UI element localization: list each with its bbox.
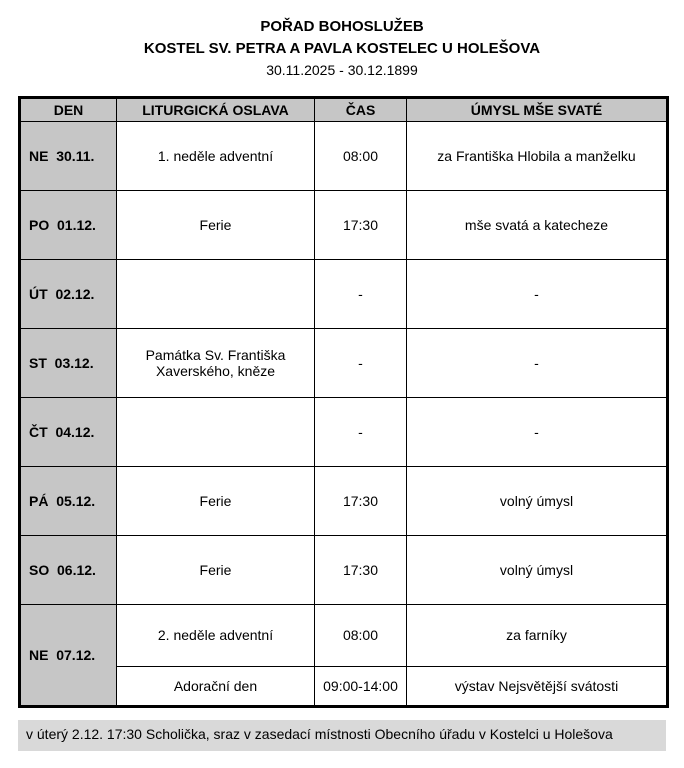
footer-note: v úterý 2.12. 17:30 Scholička, sraz v zasedací místnosti Obecního úřadu v Kostelci u Holešova	[18, 720, 666, 751]
celebration-cell: Ferie	[117, 466, 315, 535]
celebration-cell: Adorační den	[117, 666, 315, 706]
time-cell: 08:00	[315, 121, 407, 190]
time-cell: -	[315, 259, 407, 328]
day-cell: SO 06.12.	[20, 535, 117, 604]
intention-cell: volný úmysl	[407, 535, 668, 604]
day-cell: NE 30.11.	[20, 121, 117, 190]
day-cell: ST 03.12.	[20, 328, 117, 397]
time-cell: -	[315, 397, 407, 466]
table-header	[20, 97, 668, 121]
celebration-cell: Památka Sv. Františka Xaverského, kněze	[117, 328, 315, 397]
celebration-cell	[117, 259, 315, 328]
table-row	[20, 466, 668, 535]
celebration-cell: 2. neděle adventní	[117, 604, 315, 666]
table-subrow	[20, 666, 668, 706]
column-header-den: DEN	[20, 97, 117, 121]
celebration-cell: Ferie	[117, 190, 315, 259]
time-cell: 17:30	[315, 535, 407, 604]
column-header-umysl: ÚMYSL MŠE SVATÉ	[407, 97, 668, 121]
column-header-cas: ČAS	[315, 97, 407, 121]
intention-cell: výstav Nejsvětější svátosti	[407, 666, 668, 706]
time-cell: 17:30	[315, 190, 407, 259]
intention-cell: za Františka Hlobila a manželku	[407, 121, 668, 190]
table-row	[20, 259, 668, 328]
time-cell: 08:00	[315, 604, 407, 666]
time-cell: -	[315, 328, 407, 397]
intention-cell: -	[407, 397, 668, 466]
time-cell: 09:00-14:00	[315, 666, 407, 706]
intention-cell: -	[407, 328, 668, 397]
header-row	[20, 97, 668, 121]
time-cell: 17:30	[315, 466, 407, 535]
page-title: POŘAD BOHOSLUŽEB	[260, 18, 424, 35]
schedule-body	[20, 121, 668, 706]
church-subtitle: KOSTEL SV. PETRA A PAVLA KOSTELEC U HOLEŠOVA	[143, 39, 541, 57]
schedule-table	[18, 96, 669, 708]
celebration-cell: 1. neděle adventní	[117, 121, 315, 190]
day-cell: ČT 04.12.	[20, 397, 117, 466]
column-header-oslava: LITURGICKÁ OSLAVA	[117, 97, 315, 121]
day-cell: PO 01.12.	[20, 190, 117, 259]
table-row	[20, 328, 668, 397]
table-row	[20, 535, 668, 604]
document-header	[18, 16, 666, 80]
celebration-cell	[117, 397, 315, 466]
day-cell: NE 07.12.	[20, 604, 117, 706]
intention-cell: volný úmysl	[407, 466, 668, 535]
day-cell: ÚT 02.12.	[20, 259, 117, 328]
intention-cell: mše svatá a katecheze	[407, 190, 668, 259]
date-range: 30.11.2025 - 30.12.1899	[266, 61, 418, 78]
table-row	[20, 397, 668, 466]
celebration-cell: Ferie	[117, 535, 315, 604]
intention-cell: -	[407, 259, 668, 328]
day-cell: PÁ 05.12.	[20, 466, 117, 535]
table-row	[20, 604, 668, 666]
intention-cell: za farníky	[407, 604, 668, 666]
table-row	[20, 190, 668, 259]
table-row	[20, 121, 668, 190]
